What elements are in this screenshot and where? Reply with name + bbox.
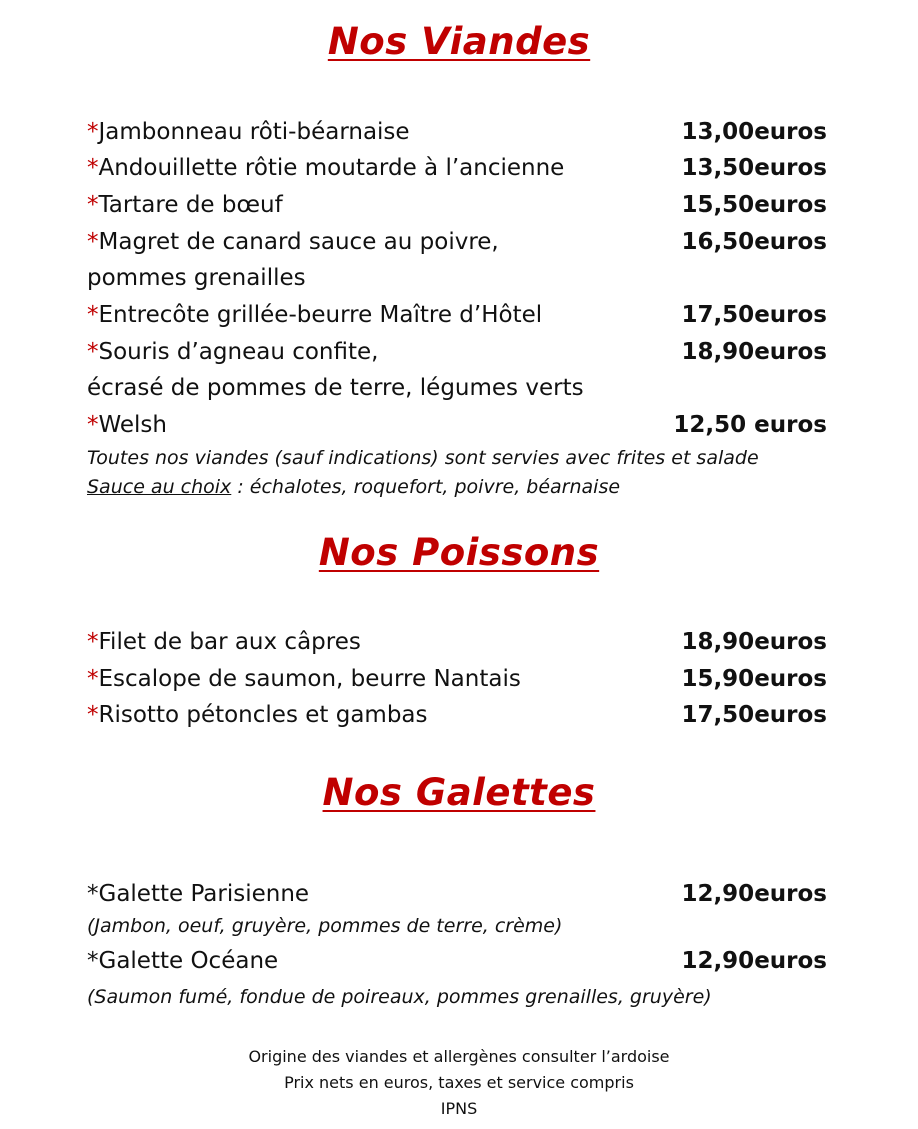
sauce-label: Sauce au choix [87, 476, 232, 498]
footer-ipns: IPNS [440, 1099, 478, 1118]
item-name: Magret de canard sauce au poivre, [98, 229, 499, 255]
menu-item [87, 224, 827, 260]
asterisk: * [87, 192, 99, 218]
item-name: *Galette Parisienne [87, 881, 310, 907]
menu-item [87, 150, 827, 186]
menu-item [87, 697, 827, 733]
menu-item [87, 661, 827, 697]
asterisk: * [87, 155, 99, 181]
menu-item [87, 624, 827, 660]
item-name: Risotto pétoncles et gambas [98, 702, 428, 728]
item-name: Welsh [98, 412, 167, 438]
item-name: Entrecôte grillée-beurre Maître d’Hôtel [98, 302, 543, 328]
menu-item [87, 407, 827, 443]
footer-origin: Origine des viandes et allergènes consulter l’ardoise [248, 1047, 670, 1066]
sauce-note [87, 473, 620, 501]
item-continuation: pommes grenailles [87, 265, 306, 291]
asterisk: * [87, 412, 99, 438]
section-title-viandes: Nos Viandes [327, 20, 591, 63]
asterisk: * [87, 302, 99, 328]
menu-item [87, 187, 827, 223]
asterisk: * [87, 666, 99, 692]
item-name: *Galette Océane [87, 948, 279, 974]
item-name: Filet de bar aux câpres [98, 629, 361, 655]
section-title-galettes: Nos Galettes [322, 771, 596, 814]
item-price: 15,50euros [681, 192, 827, 218]
footer-prices: Prix nets en euros, taxes et service compris [284, 1073, 634, 1092]
item-description: (Jambon, oeuf, gruyère, pommes de terre, crème) [87, 915, 563, 937]
item-price: 18,90euros [681, 339, 827, 365]
item-name: Andouillette rôtie moutarde à l’ancienne [98, 155, 565, 181]
item-price: 16,50euros [681, 229, 827, 255]
menu-item [87, 297, 827, 333]
asterisk: * [87, 119, 99, 145]
asterisk: * [87, 629, 99, 655]
asterisk: * [87, 339, 99, 365]
menu-item [87, 876, 827, 912]
asterisk: * [87, 702, 99, 728]
item-price: 18,90euros [681, 629, 827, 655]
item-price: 12,50 euros [673, 412, 827, 438]
item-name: Tartare de bœuf [98, 192, 283, 218]
section-title-poissons: Nos Poissons [318, 531, 600, 574]
item-name: Escalope de saumon, beurre Nantais [98, 666, 521, 692]
item-price: 13,50euros [681, 155, 827, 181]
item-name: Jambonneau rôti-béarnaise [98, 119, 410, 145]
item-description: (Saumon fumé, fondue de poireaux, pommes grenailles, gruyère) [87, 986, 712, 1008]
asterisk: * [87, 229, 99, 255]
item-price: 17,50euros [681, 302, 827, 328]
menu-item [87, 114, 827, 150]
menu-item [87, 334, 827, 370]
item-price: 17,50euros [681, 702, 827, 728]
item-continuation: écrasé de pommes de terre, légumes verts [87, 375, 584, 401]
item-price: 12,90euros [681, 948, 827, 974]
item-name: Souris d’agneau confite, [98, 339, 379, 365]
menu-item [87, 943, 827, 979]
sauce-options: : échalotes, roquefort, poivre, béarnaise [231, 476, 621, 498]
item-price: 13,00euros [681, 119, 827, 145]
item-price: 15,90euros [681, 666, 827, 692]
item-price: 12,90euros [681, 881, 827, 907]
accompaniment-note: Toutes nos viandes (sauf indications) sont servies avec frites et salade [87, 447, 759, 469]
